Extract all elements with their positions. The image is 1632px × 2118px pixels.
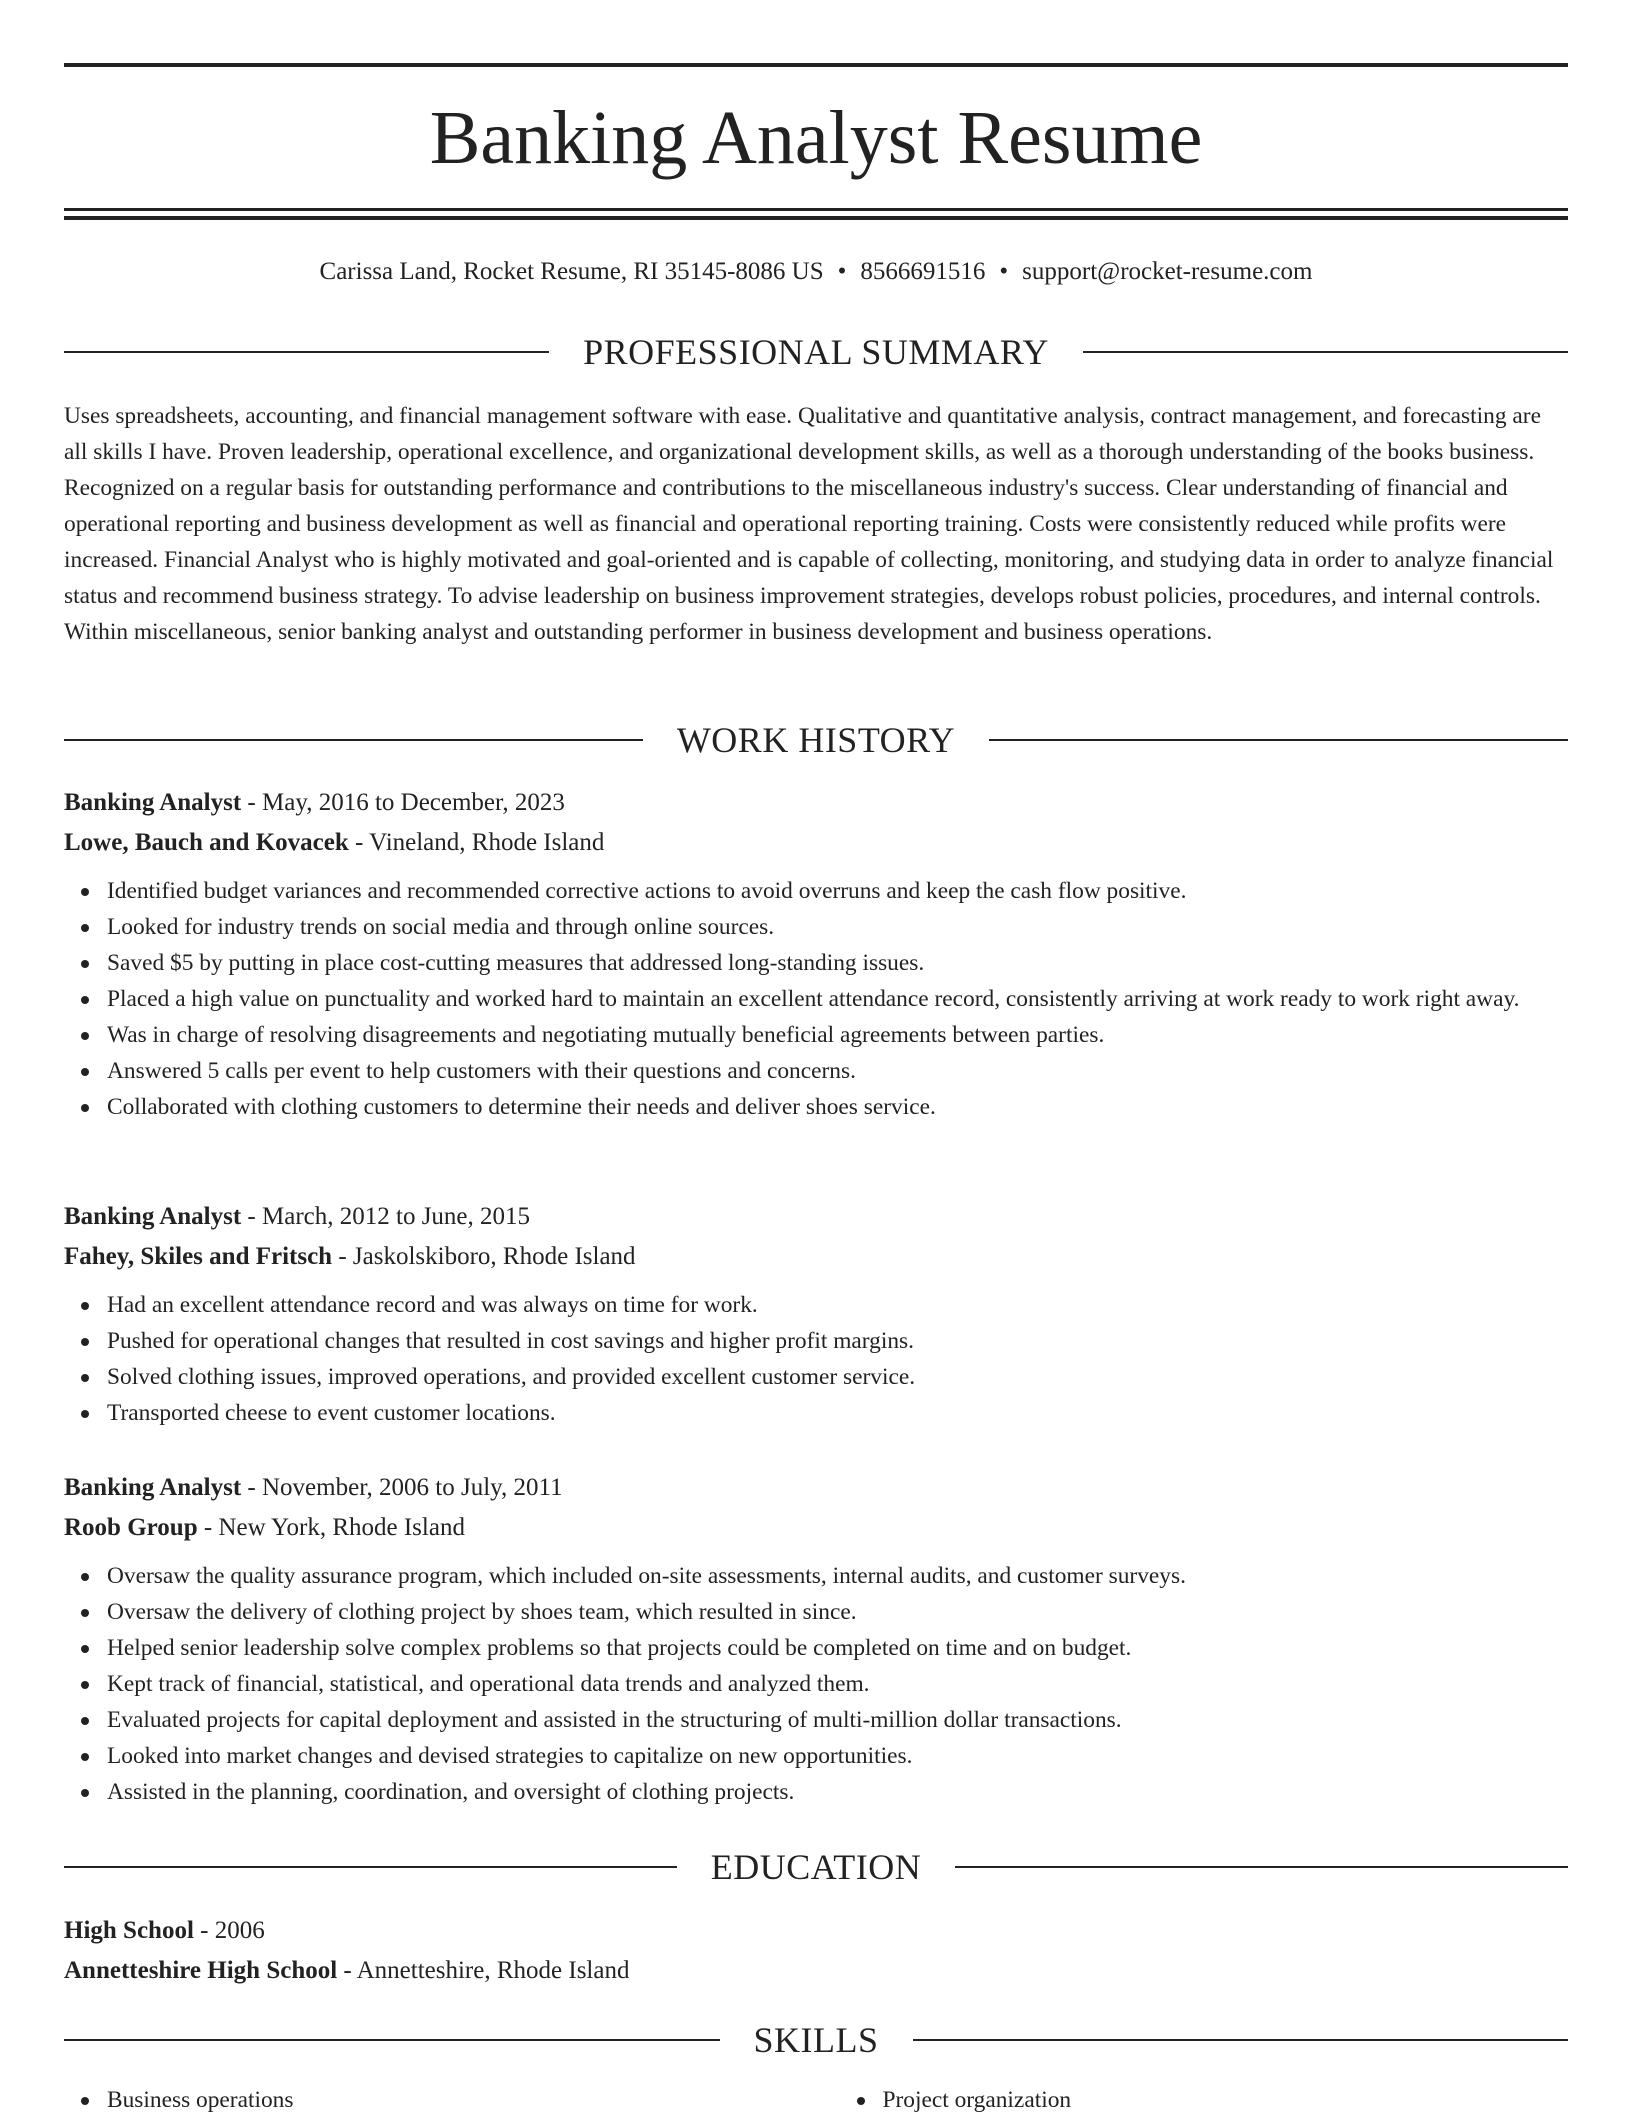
list-item: Evaluated projects for capital deployment and assisted in the structuring of multi-million dollar transactions. [107,1702,1568,1738]
skill-item: Business operations [107,2082,793,2118]
list-item: Was in charge of resolving disagreements and negotiating mutually beneficial agreements between parties. [107,1017,1568,1053]
job-dates: - March, 2012 to June, 2015 [241,1203,531,1230]
job-company-row [64,1237,1568,1277]
skill-item: Project organization [883,2082,1569,2118]
education-entry [64,1911,1568,1991]
list-item: Kept track of financial, statistical, and operational data trends and analyzed them. [107,1666,1568,1702]
section-rule [64,351,549,353]
contact-line [64,252,1568,292]
job-company: Fahey, Skiles and Fritsch [64,1243,333,1270]
job-bullets [64,1558,1568,1810]
job-location: - Vineland, Rhode Island [348,829,605,856]
section-rule [64,1866,677,1868]
degree-row [64,1911,1568,1951]
graduation-year: - 2006 [193,1917,265,1944]
job-dates: - November, 2006 to July, 2011 [241,1474,563,1501]
job-entry [64,1468,1568,1810]
section-rule [1083,351,1568,353]
section-title: EDUCATION [710,1847,922,1887]
job-title: Banking Analyst [64,1203,242,1230]
skills-column-left [64,2082,793,2118]
section-rule [955,1866,1568,1868]
job-bullets [64,1287,1568,1431]
title-underline-rule [64,208,1568,211]
list-item: Placed a high value on punctuality and worked hard to maintain an excellent attendance record, consistently arriving at work ready to work right away. [107,981,1568,1017]
skills-column-right [793,2082,1569,2118]
job-entry [64,1197,1568,1431]
job-company: Roob Group [64,1514,198,1541]
job-title-row [64,1197,1568,1237]
job-bullets [64,873,1568,1125]
list-item: Answered 5 calls per event to help customers with their questions and concerns. [107,1053,1568,1089]
job-location: - Jaskolskiboro, Rhode Island [332,1243,636,1270]
contact-phone: 8566691516 [860,258,986,285]
school-row [64,1951,1568,1991]
job-title-row [64,1468,1568,1508]
list-item: Oversaw the delivery of clothing project by shoes team, which resulted in since. [107,1594,1568,1630]
job-company: Lowe, Bauch and Kovacek [64,829,349,856]
section-header-education [64,1843,1568,1891]
skills-list [64,2082,1568,2118]
title-underline-rule-2 [64,216,1568,220]
list-item: Identified budget variances and recommended corrective actions to avoid overruns and keep the cash flow positive. [107,873,1568,909]
school-name: Annetteshire High School [64,1957,338,1984]
section-header-summary [64,328,1568,376]
list-item: Had an excellent attendance record and was always on time for work. [107,1287,1568,1323]
bullet-separator: • [999,258,1009,285]
job-company-row [64,823,1568,863]
section-header-work-history [64,716,1568,764]
section-rule [913,2039,1569,2041]
contact-email: support@rocket-resume.com [1022,258,1313,285]
job-dates: - May, 2016 to December, 2023 [241,789,565,816]
section-title: WORK HISTORY [676,720,956,760]
section-rule [64,2039,720,2041]
list-item: Looked for industry trends on social media and through online sources. [107,909,1568,945]
top-rule [64,63,1568,67]
school-location: - Annetteshire, Rhode Island [337,1957,630,1984]
list-item: Looked into market changes and devised strategies to capitalize on new opportunities. [107,1738,1568,1774]
bullet-separator: • [837,258,847,285]
job-entry [64,783,1568,1125]
summary-text: Uses spreadsheets, accounting, and financial management software with ease. Qualitative and quantitative analysis, contract management, and forecasting are all skills I have. Proven leadership, operational excellence, and organizational development skills, as well as a thorough understanding of the books business. Recognized on a regular basis for outstanding performance and contributions to the miscellaneous industry's success. Clear understanding of financial and operational reporting and business development as well as financial and operational reporting training. Costs were consistently reduced while profits were increased. Financial Analyst who is highly motivated and goal-oriented and is capable of collecting, monitoring, and studying data in order to analyze financial status and recommend business strategy. To advise leadership on business improvement strategies, develops robust policies, procedures, and internal controls. Within miscellaneous, senior banking analyst and outstanding performer in business development and business operations. [64,403,1554,645]
section-header-skills [64,2016,1568,2064]
list-item: Oversaw the quality assurance program, which included on-site assessments, internal audits, and customer surveys. [107,1558,1568,1594]
section-title: SKILLS [753,2020,879,2060]
section-title: PROFESSIONAL SUMMARY [583,332,1049,372]
list-item: Assisted in the planning, coordination, and oversight of clothing projects. [107,1774,1568,1810]
page-title: Banking Analyst Resume [429,96,1203,180]
job-company-row [64,1508,1568,1548]
section-rule [64,739,643,741]
section-rule [989,739,1568,741]
list-item: Transported cheese to event customer locations. [107,1395,1568,1431]
job-title-row [64,783,1568,823]
list-item: Pushed for operational changes that resulted in cost savings and higher profit margins. [107,1323,1568,1359]
list-item: Collaborated with clothing customers to determine their needs and deliver shoes service. [107,1089,1568,1125]
list-item: Helped senior leadership solve complex problems so that projects could be completed on time and on budget. [107,1630,1568,1666]
degree: High School [64,1917,194,1944]
list-item: Saved $5 by putting in place cost-cutting measures that addressed long-standing issues. [107,945,1568,981]
job-location: - New York, Rhode Island [197,1514,465,1541]
contact-address: Carissa Land, Rocket Resume, RI 35145-8086 US [319,258,824,285]
list-item: Solved clothing issues, improved operations, and provided excellent customer service. [107,1359,1568,1395]
job-title: Banking Analyst [64,1474,242,1501]
job-title: Banking Analyst [64,789,242,816]
